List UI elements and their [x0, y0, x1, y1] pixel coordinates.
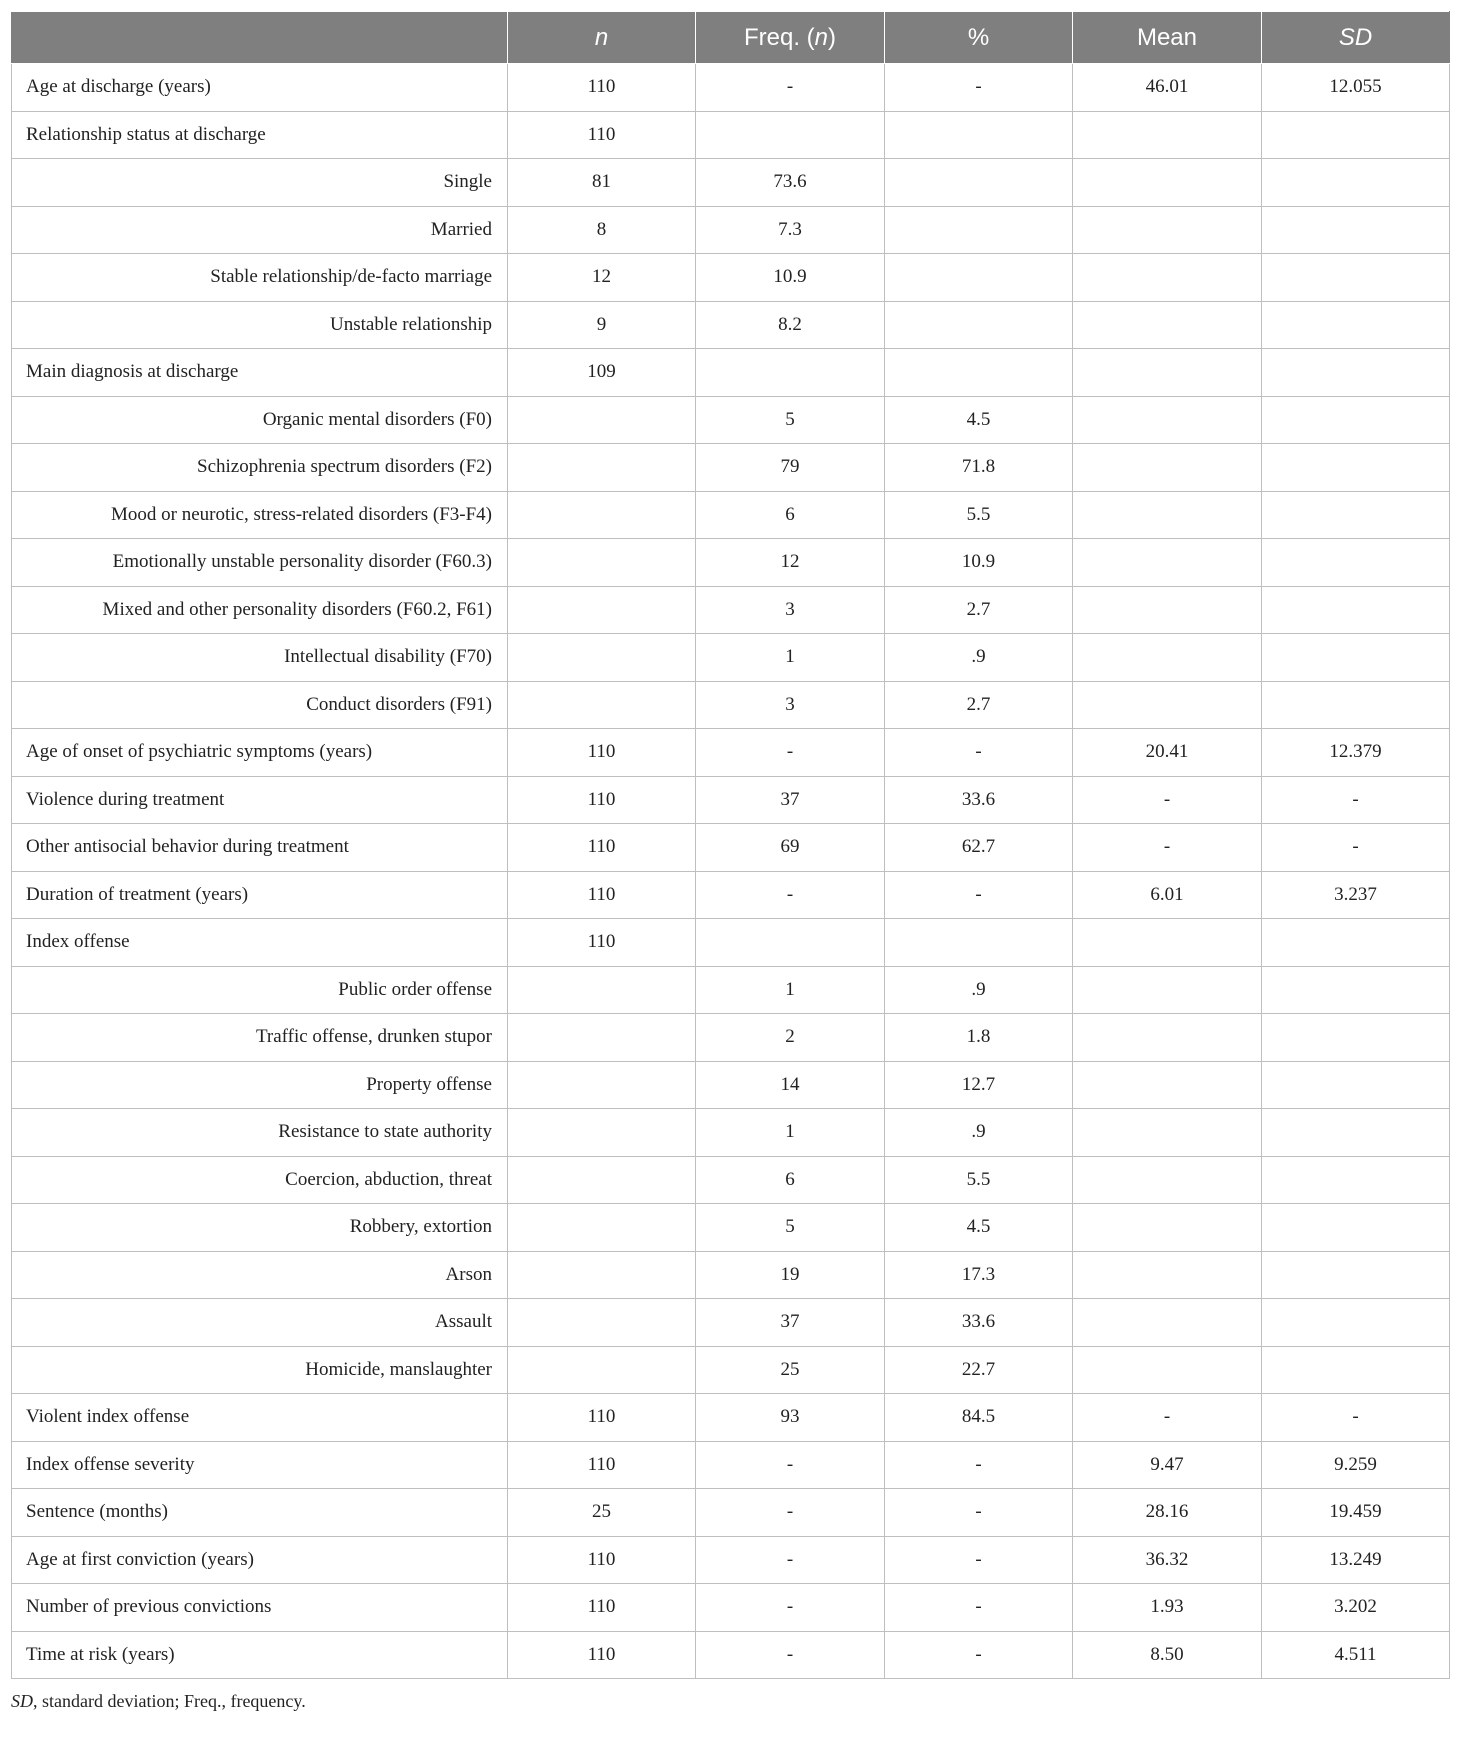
- cell-freq: 19: [696, 1251, 885, 1299]
- header-cell-mean: Mean: [1073, 12, 1262, 64]
- cell-pct: [885, 206, 1073, 254]
- cell-sd: [1262, 159, 1450, 207]
- cell-mean: 9.47: [1073, 1441, 1262, 1489]
- table-row: [12, 1584, 1450, 1632]
- cell-pct: 84.5: [885, 1394, 1073, 1442]
- cell-pct: -: [885, 1489, 1073, 1537]
- table-row: [12, 1441, 1450, 1489]
- cell-mean: 46.01: [1073, 64, 1262, 112]
- cell-mean: [1073, 1204, 1262, 1252]
- cell-sd: [1262, 1156, 1450, 1204]
- cell-sd: 12.379: [1262, 729, 1450, 777]
- cell-label: Coercion, abduction, threat: [12, 1156, 508, 1204]
- cell-label: Schizophrenia spectrum disorders (F2): [12, 444, 508, 492]
- cell-mean: -: [1073, 1394, 1262, 1442]
- cell-sd: [1262, 1346, 1450, 1394]
- cell-pct: [885, 919, 1073, 967]
- cell-pct: [885, 301, 1073, 349]
- cell-freq: -: [696, 64, 885, 112]
- table-row: [12, 1014, 1450, 1062]
- cell-pct: -: [885, 729, 1073, 777]
- cell-pct: [885, 159, 1073, 207]
- cell-freq: 6: [696, 491, 885, 539]
- cell-sd: [1262, 491, 1450, 539]
- cell-freq: 1: [696, 966, 885, 1014]
- cell-sd: [1262, 966, 1450, 1014]
- cell-n: 110: [508, 1584, 696, 1632]
- cell-mean: [1073, 919, 1262, 967]
- header-cell-sd: SD: [1262, 12, 1450, 64]
- cell-mean: [1073, 586, 1262, 634]
- cell-freq: [696, 111, 885, 159]
- cell-n: 25: [508, 1489, 696, 1537]
- cell-sd: -: [1262, 776, 1450, 824]
- cell-label: Assault: [12, 1299, 508, 1347]
- table-row: [12, 159, 1450, 207]
- cell-n: 109: [508, 349, 696, 397]
- cell-sd: [1262, 206, 1450, 254]
- cell-n: 12: [508, 254, 696, 302]
- table-row: [12, 64, 1450, 112]
- cell-sd: 9.259: [1262, 1441, 1450, 1489]
- table-row: [12, 634, 1450, 682]
- cell-label: Conduct disorders (F91): [12, 681, 508, 729]
- cell-pct: 17.3: [885, 1251, 1073, 1299]
- cell-freq: 10.9: [696, 254, 885, 302]
- cell-pct: 62.7: [885, 824, 1073, 872]
- cell-n: 8: [508, 206, 696, 254]
- cell-freq: 25: [696, 1346, 885, 1394]
- header-cell-freq: Freq. (n): [696, 12, 885, 64]
- cell-mean: [1073, 1251, 1262, 1299]
- cell-n: [508, 1156, 696, 1204]
- table-header: [12, 12, 1450, 64]
- cell-freq: 5: [696, 396, 885, 444]
- cell-sd: [1262, 396, 1450, 444]
- cell-sd: 4.511: [1262, 1631, 1450, 1679]
- table-row: [12, 1109, 1450, 1157]
- cell-mean: 20.41: [1073, 729, 1262, 777]
- cell-mean: [1073, 539, 1262, 587]
- cell-label: Robbery, extortion: [12, 1204, 508, 1252]
- cell-mean: [1073, 491, 1262, 539]
- cell-n: [508, 1346, 696, 1394]
- cell-sd: -: [1262, 824, 1450, 872]
- cell-n: [508, 444, 696, 492]
- table-body: [12, 64, 1450, 1679]
- table-row: [12, 1299, 1450, 1347]
- table-footnote: [11, 1691, 1449, 1712]
- cell-n: [508, 396, 696, 444]
- cell-label: Homicide, manslaughter: [12, 1346, 508, 1394]
- cell-mean: [1073, 396, 1262, 444]
- cell-mean: [1073, 1014, 1262, 1062]
- cell-pct: 71.8: [885, 444, 1073, 492]
- cell-n: 81: [508, 159, 696, 207]
- cell-pct: [885, 349, 1073, 397]
- table-row: [12, 1061, 1450, 1109]
- cell-mean: [1073, 1346, 1262, 1394]
- cell-n: 110: [508, 824, 696, 872]
- table-row: [12, 1536, 1450, 1584]
- table-row: [12, 919, 1450, 967]
- cell-pct: -: [885, 1584, 1073, 1632]
- cell-label: Mood or neurotic, stress-related disorders (F3-F4): [12, 491, 508, 539]
- cell-pct: -: [885, 1536, 1073, 1584]
- table-row: [12, 586, 1450, 634]
- cell-freq: -: [696, 1536, 885, 1584]
- cell-n: [508, 1251, 696, 1299]
- cell-pct: 33.6: [885, 1299, 1073, 1347]
- cell-n: [508, 634, 696, 682]
- cell-pct: 2.7: [885, 586, 1073, 634]
- table-row: [12, 824, 1450, 872]
- cell-mean: 8.50: [1073, 1631, 1262, 1679]
- cell-freq: 7.3: [696, 206, 885, 254]
- cell-sd: [1262, 1109, 1450, 1157]
- table-row: [12, 776, 1450, 824]
- cell-freq: 6: [696, 1156, 885, 1204]
- cell-sd: [1262, 634, 1450, 682]
- cell-label: Main diagnosis at discharge: [12, 349, 508, 397]
- cell-n: [508, 1109, 696, 1157]
- cell-n: 110: [508, 1394, 696, 1442]
- cell-label: Public order offense: [12, 966, 508, 1014]
- cell-label: Organic mental disorders (F0): [12, 396, 508, 444]
- cell-freq: 14: [696, 1061, 885, 1109]
- cell-label: Traffic offense, drunken stupor: [12, 1014, 508, 1062]
- footnote-abbrev: SD: [11, 1691, 33, 1711]
- cell-label: Emotionally unstable personality disorder (F60.3): [12, 539, 508, 587]
- cell-pct: [885, 254, 1073, 302]
- cell-freq: 3: [696, 586, 885, 634]
- footnote-text: , standard deviation; Freq., frequency.: [33, 1691, 306, 1711]
- cell-freq: -: [696, 1584, 885, 1632]
- cell-sd: 13.249: [1262, 1536, 1450, 1584]
- cell-label: Mixed and other personality disorders (F60.2, F61): [12, 586, 508, 634]
- table-row: [12, 1394, 1450, 1442]
- cell-label: Stable relationship/de-facto marriage: [12, 254, 508, 302]
- cell-mean: 28.16: [1073, 1489, 1262, 1537]
- cell-n: 110: [508, 729, 696, 777]
- cell-mean: [1073, 159, 1262, 207]
- cell-label: Other antisocial behavior during treatment: [12, 824, 508, 872]
- cell-label: Age at discharge (years): [12, 64, 508, 112]
- cell-pct: .9: [885, 1109, 1073, 1157]
- cell-n: [508, 586, 696, 634]
- cell-mean: [1073, 254, 1262, 302]
- table-row: [12, 254, 1450, 302]
- table-row: [12, 396, 1450, 444]
- table-row: [12, 444, 1450, 492]
- cell-pct: -: [885, 871, 1073, 919]
- data-table: [11, 11, 1450, 1679]
- table-row: [12, 729, 1450, 777]
- table-row: [12, 1631, 1450, 1679]
- cell-n: [508, 1014, 696, 1062]
- cell-freq: 2: [696, 1014, 885, 1062]
- cell-mean: -: [1073, 776, 1262, 824]
- cell-sd: [1262, 586, 1450, 634]
- cell-pct: 22.7: [885, 1346, 1073, 1394]
- table-row: [12, 301, 1450, 349]
- cell-mean: [1073, 301, 1262, 349]
- header-cell-label: [12, 12, 508, 64]
- cell-pct: 33.6: [885, 776, 1073, 824]
- cell-label: Index offense severity: [12, 1441, 508, 1489]
- cell-label: Index offense: [12, 919, 508, 967]
- cell-pct: 1.8: [885, 1014, 1073, 1062]
- table-row: [12, 871, 1450, 919]
- cell-pct: .9: [885, 966, 1073, 1014]
- cell-label: Resistance to state authority: [12, 1109, 508, 1157]
- cell-label: Single: [12, 159, 508, 207]
- cell-freq: 1: [696, 634, 885, 682]
- cell-mean: [1073, 634, 1262, 682]
- cell-mean: 6.01: [1073, 871, 1262, 919]
- cell-freq: -: [696, 1441, 885, 1489]
- cell-pct: -: [885, 1441, 1073, 1489]
- cell-sd: [1262, 349, 1450, 397]
- cell-sd: [1262, 1061, 1450, 1109]
- table-row: [12, 1346, 1450, 1394]
- cell-freq: 93: [696, 1394, 885, 1442]
- cell-n: 110: [508, 1631, 696, 1679]
- cell-mean: [1073, 681, 1262, 729]
- cell-sd: 12.055: [1262, 64, 1450, 112]
- cell-sd: [1262, 254, 1450, 302]
- cell-freq: 3: [696, 681, 885, 729]
- cell-pct: .9: [885, 634, 1073, 682]
- cell-sd: [1262, 111, 1450, 159]
- cell-freq: -: [696, 729, 885, 777]
- cell-label: Violent index offense: [12, 1394, 508, 1442]
- cell-freq: [696, 349, 885, 397]
- cell-n: 9: [508, 301, 696, 349]
- cell-label: Sentence (months): [12, 1489, 508, 1537]
- cell-label: Number of previous convictions: [12, 1584, 508, 1632]
- cell-label: Married: [12, 206, 508, 254]
- cell-sd: [1262, 444, 1450, 492]
- cell-freq: -: [696, 871, 885, 919]
- cell-label: Relationship status at discharge: [12, 111, 508, 159]
- cell-sd: 19.459: [1262, 1489, 1450, 1537]
- cell-sd: [1262, 1204, 1450, 1252]
- cell-mean: [1073, 966, 1262, 1014]
- cell-n: [508, 491, 696, 539]
- table-row: [12, 349, 1450, 397]
- cell-sd: [1262, 1014, 1450, 1062]
- cell-mean: [1073, 1109, 1262, 1157]
- header-cell-percent: %: [885, 12, 1073, 64]
- cell-pct: 5.5: [885, 491, 1073, 539]
- cell-pct: 4.5: [885, 1204, 1073, 1252]
- cell-sd: 3.202: [1262, 1584, 1450, 1632]
- cell-pct: 12.7: [885, 1061, 1073, 1109]
- cell-n: [508, 1061, 696, 1109]
- cell-n: [508, 1204, 696, 1252]
- table-row: [12, 1204, 1450, 1252]
- cell-freq: 79: [696, 444, 885, 492]
- cell-pct: 4.5: [885, 396, 1073, 444]
- cell-sd: [1262, 919, 1450, 967]
- cell-pct: -: [885, 1631, 1073, 1679]
- cell-pct: -: [885, 64, 1073, 112]
- cell-mean: -: [1073, 824, 1262, 872]
- table-row: [12, 491, 1450, 539]
- header-cell-n: n: [508, 12, 696, 64]
- cell-freq: 12: [696, 539, 885, 587]
- cell-freq: -: [696, 1489, 885, 1537]
- cell-n: [508, 966, 696, 1014]
- cell-label: Age at first conviction (years): [12, 1536, 508, 1584]
- cell-freq: 5: [696, 1204, 885, 1252]
- table-row: [12, 1251, 1450, 1299]
- table-row: [12, 966, 1450, 1014]
- cell-sd: [1262, 301, 1450, 349]
- cell-freq: [696, 919, 885, 967]
- table-row: [12, 111, 1450, 159]
- cell-pct: 5.5: [885, 1156, 1073, 1204]
- cell-n: 110: [508, 111, 696, 159]
- cell-freq: 8.2: [696, 301, 885, 349]
- table-row: [12, 1156, 1450, 1204]
- cell-label: Duration of treatment (years): [12, 871, 508, 919]
- table-row: [12, 206, 1450, 254]
- cell-label: Age of onset of psychiatric symptoms (years): [12, 729, 508, 777]
- cell-mean: [1073, 1299, 1262, 1347]
- cell-mean: [1073, 1061, 1262, 1109]
- cell-pct: 10.9: [885, 539, 1073, 587]
- cell-sd: [1262, 681, 1450, 729]
- cell-n: [508, 539, 696, 587]
- cell-freq: 37: [696, 1299, 885, 1347]
- cell-mean: [1073, 1156, 1262, 1204]
- cell-freq: 69: [696, 824, 885, 872]
- cell-n: [508, 681, 696, 729]
- cell-label: Arson: [12, 1251, 508, 1299]
- cell-n: 110: [508, 1441, 696, 1489]
- cell-mean: [1073, 349, 1262, 397]
- table-row: [12, 539, 1450, 587]
- cell-sd: -: [1262, 1394, 1450, 1442]
- cell-sd: [1262, 1251, 1450, 1299]
- cell-label: Property offense: [12, 1061, 508, 1109]
- cell-n: [508, 1299, 696, 1347]
- table-container: [11, 11, 1449, 1712]
- cell-sd: [1262, 1299, 1450, 1347]
- cell-mean: 36.32: [1073, 1536, 1262, 1584]
- cell-n: 110: [508, 64, 696, 112]
- table-row: [12, 1489, 1450, 1537]
- table-row: [12, 681, 1450, 729]
- cell-sd: [1262, 539, 1450, 587]
- cell-freq: 73.6: [696, 159, 885, 207]
- cell-label: Unstable relationship: [12, 301, 508, 349]
- cell-pct: [885, 111, 1073, 159]
- cell-n: 110: [508, 1536, 696, 1584]
- cell-freq: 37: [696, 776, 885, 824]
- cell-pct: 2.7: [885, 681, 1073, 729]
- cell-freq: 1: [696, 1109, 885, 1157]
- cell-n: 110: [508, 871, 696, 919]
- cell-label: Violence during treatment: [12, 776, 508, 824]
- cell-n: 110: [508, 776, 696, 824]
- cell-mean: [1073, 111, 1262, 159]
- cell-label: Time at risk (years): [12, 1631, 508, 1679]
- cell-freq: -: [696, 1631, 885, 1679]
- cell-mean: [1073, 206, 1262, 254]
- header-row: [12, 12, 1450, 64]
- cell-mean: 1.93: [1073, 1584, 1262, 1632]
- cell-label: Intellectual disability (F70): [12, 634, 508, 682]
- cell-n: 110: [508, 919, 696, 967]
- cell-sd: 3.237: [1262, 871, 1450, 919]
- cell-mean: [1073, 444, 1262, 492]
